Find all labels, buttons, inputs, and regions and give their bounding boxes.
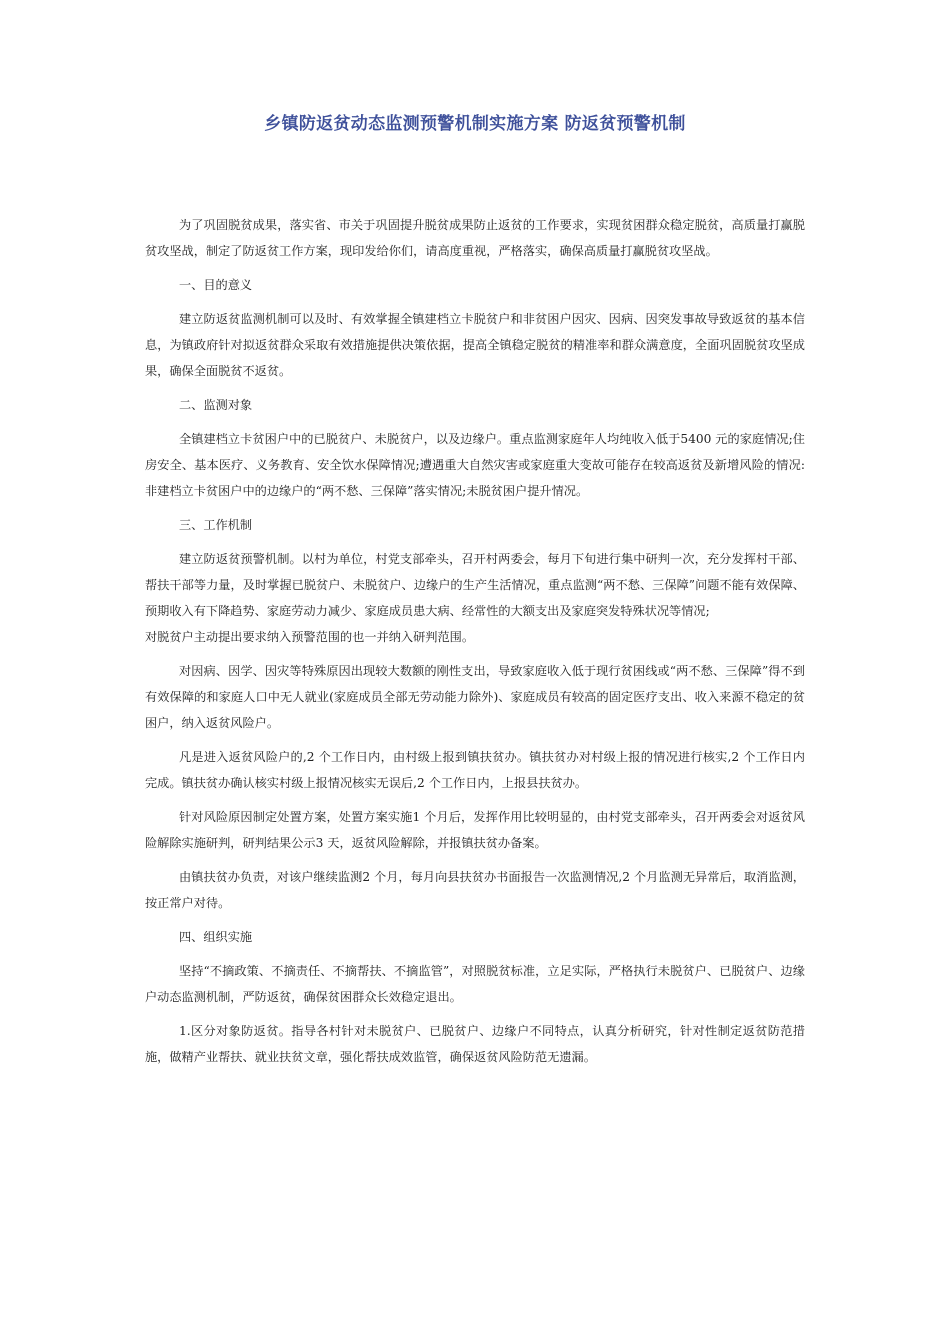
section-heading-targets: 二、监测对象: [179, 398, 253, 412]
section-heading-purpose: 一、目的意义: [179, 278, 253, 292]
mechanism-paragraph: 建立防返贫预警机制。以村为单位，村党支部牵头，召开村两委会，每月下旬进行集中研判一次，充分发挥村干部、帮扶干部等力量，及时掌握已脱贫户、未脱贫户、边缘户的生产生活情况，重点监测“两不愁、三保障”问题不能有效保障、预期收入有下降趋势、家庭劳动力减少、家庭成员患大病、经常性的大额支出及家庭突发特殊状况等情况;: [145, 552, 805, 618]
disposal-paragraph: 针对风险原因制定处置方案，处置方案实施1 个月后，发挥作用比较明显的，由村党支部牵头，召开两委会对返贫风险解除实施研判，研判结果公示3 天，返贫风险解除，并报镇扶贫办备案。: [145, 810, 805, 850]
monitoring-paragraph: 由镇扶贫办负责，对该户继续监测2 个月，每月向县扶贫办书面报告一次监测情况,2 个月监测无异常后，取消监测，按正常户对待。: [145, 870, 805, 910]
document-title: 乡镇防返贫动态监测预警机制实施方案 防返贫预警机制: [264, 114, 686, 134]
implementation-paragraph: 坚持“不摘政策、不摘责任、不摘帮扶、不摘监管”，对照脱贫标准，立足实际，严格执行未脱贫户、已脱贫户、边缘户动态监测机制，严防返贫，确保贫困群众长效稳定退出。: [145, 964, 805, 1004]
document-body: [145, 212, 805, 1078]
targets-paragraph: 全镇建档立卡贫困户中的已脱贫户、未脱贫户，以及边缘户。重点监测家庭年人均纯收入低于5400 元的家庭情况;住房安全、基本医疗、义务教育、安全饮水保障情况;遭遇重大自然灾害或家庭重大变故可能存在较高返贫及新增风险的情况:非建档立卡贫困户中的边缘户的“两不愁、三保障”落实情况;未脱贫困户提升情况。: [145, 432, 805, 498]
section-heading-implementation: 四、组织实施: [179, 930, 253, 944]
section-heading-mechanism: 三、工作机制: [179, 518, 253, 532]
reporting-paragraph: 凡是进入返贫风险户的,2 个工作日内，由村级上报到镇扶贫办。镇扶贫办对村级上报的情况进行核实,2 个工作日内完成。镇扶贫办确认核实村级上报情况核实无误后,2 个工作日内，上报县扶贫办。: [145, 750, 805, 790]
item-1-paragraph: 1.区分对象防返贫。指导各村针对未脱贫户、已脱贫户、边缘户不同特点，认真分析研究，针对性制定返贫防范措施，做精产业帮扶、就业扶贫文章，强化帮扶成效监管，确保返贫风险防范无遗漏。: [145, 1024, 805, 1064]
intro-paragraph: 为了巩固脱贫成果，落实省、市关于巩固提升脱贫成果防止返贫的工作要求，实现贫困群众稳定脱贫，高质量打赢脱贫攻坚战，制定了防返贫工作方案，现印发给你们，请高度重视，严格落实，确保高质量打赢脱贫攻坚战。: [145, 218, 805, 258]
risk-household-paragraph: 对因病、因学、因灾等特殊原因出现较大数额的刚性支出，导致家庭收入低于现行贫困线或“两不愁、三保障”得不到有效保障的和家庭人口中无人就业(家庭成员全部无劳动能力除外)、家庭成员有较高的固定医疗支出、收入来源不稳定的贫困户，纳入返贫风险户。: [145, 664, 805, 730]
purpose-paragraph: 建立防返贫监测机制可以及时、有效掌握全镇建档立卡脱贫户和非贫困户因灾、因病、因突发事故导致返贫的基本信息，为镇政府针对拟返贫群众采取有效措施提供决策依据，提高全镇稳定脱贫的精准率和群众满意度，全面巩固脱贫攻坚成果，确保全面脱贫不返贫。: [145, 312, 805, 378]
mechanism-continuation: 对脱贫户主动提出要求纳入预警范围的也一并纳入研判范围。: [145, 630, 475, 644]
